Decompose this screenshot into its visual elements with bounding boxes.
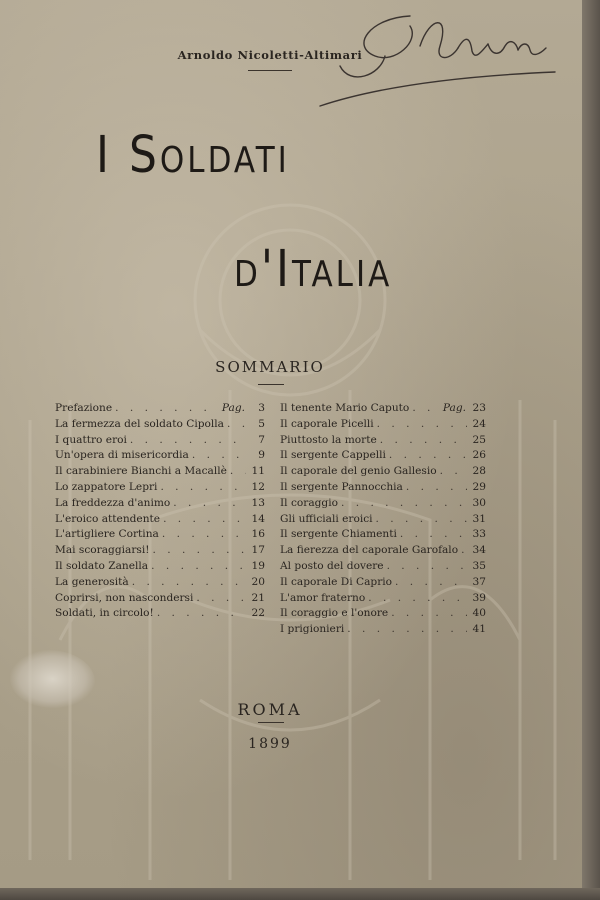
publication-city: ROMA [237, 700, 303, 719]
toc-leader-dots [157, 607, 246, 619]
toc-entry-title: La generosità [55, 575, 129, 588]
toc-entry-title: Lo zappatore Lepri [55, 480, 158, 493]
toc-entry-page: 9 [258, 449, 265, 462]
toc-entry [55, 528, 265, 544]
toc-leader-dots [173, 497, 246, 509]
toc-entry-title: La fierezza del caporale Garofalo [280, 544, 459, 557]
toc-entry-page: 3 [258, 402, 265, 414]
toc-entry-page: 5 [258, 417, 265, 430]
toc-entry-page: 20 [251, 575, 265, 588]
toc-entry-title: Soldati, in circolo! [55, 607, 154, 620]
toc-entry-page: 28 [472, 465, 486, 478]
contents-heading: SOMMARIO [215, 358, 325, 376]
toc-entry [280, 513, 486, 529]
toc-entry [55, 434, 265, 450]
toc-page-label: Pag. [221, 402, 245, 414]
toc-entry-title: L'eroico attendente [55, 512, 161, 525]
toc-entry-page: 14 [251, 512, 265, 525]
toc-leader-dots [132, 576, 246, 588]
toc-entry-title: Prefazione [55, 402, 113, 414]
toc-page-label: Pag. [442, 402, 466, 414]
toc-entry [55, 449, 265, 465]
toc-entry [55, 513, 265, 529]
toc-leader-dots [196, 592, 246, 604]
toc-entry [55, 576, 265, 592]
toc-leader-dots [130, 434, 246, 446]
toc-entry-title: Il coraggio [280, 496, 338, 509]
toc-entry-page: 12 [251, 480, 265, 493]
toc-entry-title: La fermezza del soldato Cipolla [55, 417, 224, 430]
toc-entry-page: 31 [472, 512, 486, 525]
toc-entry [280, 623, 486, 639]
toc-leader-dots [341, 497, 467, 509]
toc-entry [55, 560, 265, 576]
toc-entry-title: La freddezza d'animo [55, 496, 171, 509]
toc-entry-title: Coprirsi, non nascondersi [55, 591, 194, 604]
toc-leader-dots [163, 513, 246, 525]
toc-leader-dots [389, 449, 467, 461]
toc-entry [55, 607, 265, 623]
toc-entry [280, 544, 486, 560]
toc-leader-dots [395, 576, 467, 588]
toc-entry-title: Il tenente Mario Caputo [280, 402, 410, 414]
toc-entry-page: 24 [472, 417, 486, 430]
author-name: Arnoldo Nicoletti-Altimari [177, 48, 363, 62]
toc-entry [280, 576, 486, 592]
toc-leader-dots [400, 528, 467, 540]
toc-entry-title: Il caporale Di Caprio [280, 575, 393, 588]
toc-entry-page: 39 [472, 591, 486, 604]
toc-entry [280, 434, 486, 450]
toc-entry [280, 402, 486, 418]
toc-leader-dots [162, 528, 246, 540]
toc-entry-title: Il coraggio e l'onore [280, 607, 389, 620]
toc-entry [55, 592, 265, 608]
toc-leader-dots [115, 402, 219, 414]
toc-entry-title: L'artigliere Cortina [55, 528, 159, 541]
toc-entry-page: 41 [472, 623, 486, 636]
toc-entry-title: Il caporale Picelli [280, 417, 374, 430]
toc-entry [55, 497, 265, 513]
toc-leader-dots [151, 560, 246, 572]
toc-entry-page: 17 [251, 544, 265, 557]
toc-leader-dots [376, 513, 467, 525]
toc-entry-page: 40 [472, 607, 486, 620]
toc-entry-page: 16 [251, 528, 265, 541]
toc-entry-page: 7 [258, 433, 265, 446]
toc-entry-page: 30 [472, 496, 486, 509]
toc-entry-title: Il sergente Cappelli [280, 449, 386, 462]
toc-entry-page: 13 [251, 496, 265, 509]
title-line-1: I Soldati [96, 126, 290, 185]
toc-entry-page: 25 [472, 433, 486, 446]
toc-leader-dots [412, 402, 440, 414]
toc-leader-dots [152, 544, 246, 556]
toc-leader-dots [391, 607, 467, 619]
toc-entry [55, 402, 265, 418]
toc-leader-dots [377, 418, 467, 430]
toc-entry-title: Il caporale del genio Gallesio [280, 465, 437, 478]
toc-entry-title: Gli ufficiali eroici [280, 512, 373, 525]
toc-entry-title: Il sergente Pannocchia [280, 480, 403, 493]
toc-leader-dots [160, 481, 246, 493]
toc-entry-page: 37 [472, 575, 486, 588]
toc-entry-title: I quattro eroi [55, 433, 127, 446]
toc-entry-title: Il carabiniere Bianchi a Macallè [55, 465, 227, 478]
toc-entry-page: 34 [472, 544, 486, 557]
toc-entry [280, 497, 486, 513]
toc-leader-dots [230, 465, 246, 477]
toc-leader-dots [368, 592, 467, 604]
author-rule [248, 70, 292, 71]
publication-year: 1899 [248, 736, 292, 752]
toc-entry [280, 481, 486, 497]
toc-leader-dots [461, 544, 467, 556]
toc-entry [55, 544, 265, 560]
toc-entry [280, 592, 486, 608]
toc-leader-dots [347, 623, 467, 635]
contents-rule [258, 384, 284, 385]
toc-entry [280, 560, 486, 576]
toc-entry-page: 21 [251, 591, 265, 604]
toc-leader-dots [380, 434, 467, 446]
toc-entry-title: Il soldato Zanella [55, 559, 149, 572]
toc-entry-page: 22 [251, 607, 265, 620]
toc-entry [280, 528, 486, 544]
toc-entry-title: Al posto del dovere [280, 559, 384, 572]
toc-entry [55, 465, 265, 481]
toc-entry [280, 465, 486, 481]
toc-leader-dots [406, 481, 467, 493]
toc-entry [55, 481, 265, 497]
toc-entry-title: Piuttosto la morte [280, 433, 377, 446]
toc-entry [280, 418, 486, 434]
toc-leader-dots [227, 418, 246, 430]
toc-entry [55, 418, 265, 434]
toc-entry [280, 607, 486, 623]
toc-entry-title: Un'opera di misericordia [55, 449, 189, 462]
handwritten-signature [300, 6, 570, 116]
toc-entry-title: Mai scoraggiarsi! [55, 544, 150, 557]
page-bottom-edge [0, 888, 600, 900]
toc-right-column [280, 402, 486, 639]
toc-leader-dots [192, 449, 246, 461]
city-rule [258, 722, 284, 723]
page-edge [582, 0, 600, 900]
toc-left-column [55, 402, 265, 623]
toc-leader-dots [440, 465, 467, 477]
toc-entry-title: Il sergente Chiamenti [280, 528, 397, 541]
toc-entry-page: 35 [472, 559, 486, 572]
toc-entry-page: 33 [472, 528, 486, 541]
toc-entry-page: 29 [472, 480, 486, 493]
toc-entry-page: 23 [472, 402, 486, 414]
toc-entry-page: 19 [251, 559, 265, 572]
toc-entry [280, 449, 486, 465]
toc-entry-title: L'amor fraterno [280, 591, 366, 604]
toc-entry-page: 11 [251, 465, 265, 478]
toc-entry-page: 26 [472, 449, 486, 462]
title-line-2: d'Italia [234, 240, 393, 299]
toc-entry-title: I prigionieri [280, 623, 345, 636]
toc-leader-dots [387, 560, 467, 572]
